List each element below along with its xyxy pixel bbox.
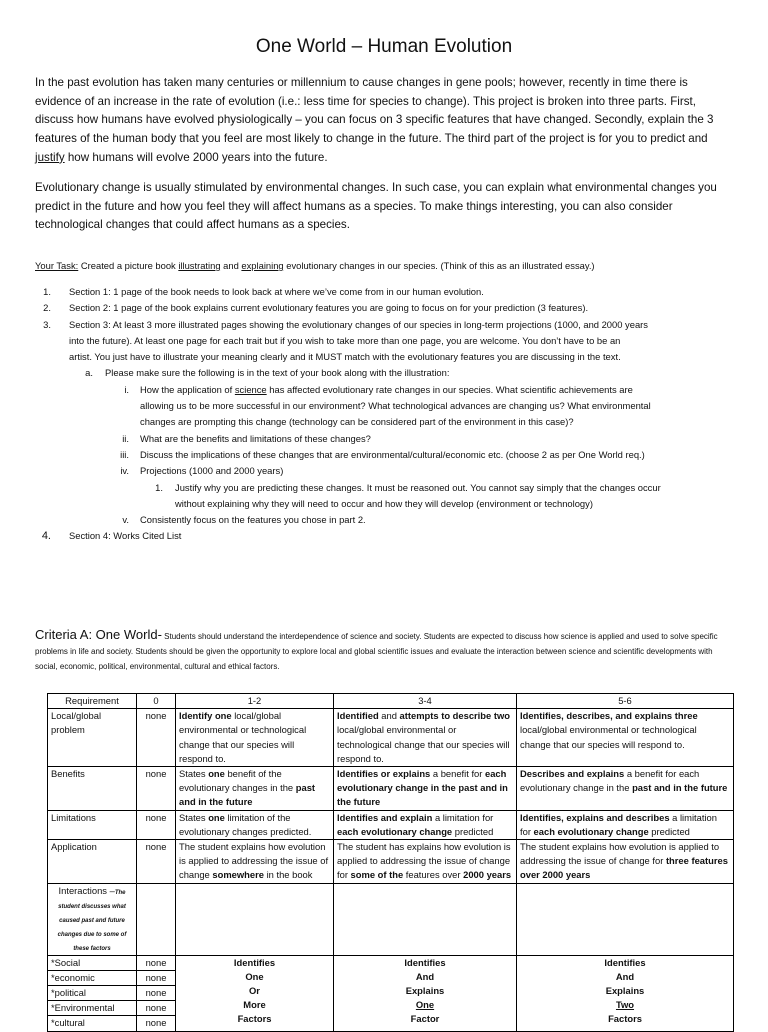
cell-text: a benefit for each evolutionary change in the [520, 768, 700, 794]
list-number: a. [85, 367, 93, 379]
list-item [35, 300, 735, 316]
factor-word: Identifies [233, 956, 276, 968]
empty-cell [137, 883, 176, 955]
cell-text: a benefit for [430, 768, 485, 780]
list-number: 1. [155, 481, 163, 493]
list-text: Section 1: 1 page of the book needs to look back at where we’ve come from in our human evolution. [69, 286, 484, 297]
score-cell [517, 709, 734, 767]
table-row [48, 709, 734, 767]
empty-cell [176, 883, 334, 955]
list-text [140, 382, 633, 398]
bold-text: attempts to describe two [399, 710, 510, 722]
list-number: 1. [43, 286, 51, 297]
list-number: i. [124, 383, 129, 395]
header-cell: 5-6 [517, 694, 734, 709]
cell-text: a limitation for [432, 811, 494, 823]
table-row [48, 767, 734, 811]
task-text: Created a picture book [78, 260, 179, 271]
requirement-cell: Application [48, 840, 137, 884]
factor-names-cell [48, 955, 137, 1031]
interactions-label-wrap [51, 884, 133, 955]
cell-text: local/global environmental or technological change that our species will respond to. [337, 724, 510, 764]
list-text: changes are prompting this change (technology can be considered part of the environment in this case)? [140, 416, 574, 428]
list-item [35, 382, 735, 398]
list-continuation [35, 333, 735, 349]
list-number: ii. [122, 432, 129, 444]
task-label: Your Task: [35, 260, 79, 271]
header-cell: 0 [137, 694, 176, 709]
cell-text: and [378, 710, 400, 722]
list-continuation [35, 414, 735, 430]
criteria-body: Students should understand the interdependence of science and society. Students are expected to discuss how science is applied and used to solve specific problems in life and society. Students should be given the opportunity to explore local and global scientific issues and evaluate the interaction between science and scientific developments with social, economic, political, environmental, cultural and ethical factors. [35, 632, 718, 671]
factor-score-3-4 [334, 955, 517, 1031]
factor-zero-cell [137, 955, 176, 1031]
list-number: 4. [41, 530, 51, 543]
bold-text: Identifies and explain [337, 811, 433, 823]
factor-word: Factors [608, 1013, 642, 1025]
factor-word: Factors [237, 1013, 272, 1025]
interactions-label: Interactions – [58, 884, 115, 896]
factor-zero: none [137, 986, 175, 1001]
factor-word: Two [615, 999, 635, 1011]
score-cell [176, 709, 334, 767]
factor-zero: none [145, 1017, 167, 1029]
factor-name: *Environmental [48, 1001, 136, 1016]
cell-text: The student has explains how evolution is applied to addressing the issue of change for [337, 841, 511, 881]
list-text: Section 4: Works Cited List [69, 530, 182, 542]
bold-text: one [208, 768, 225, 780]
score-cell: none [137, 840, 176, 884]
cell-text: The student explains how evolution is applied to addressing the issue of change [179, 841, 329, 881]
factor-word: Explains [405, 985, 445, 997]
list-text: What are the benefits and limitations of these changes? [140, 432, 371, 444]
header-cell: Requirement [48, 694, 137, 709]
bold-text: somewhere [212, 869, 264, 881]
list-text: allowing us to be more successful in our environment? What technological advances are changing us? What environmental [140, 400, 651, 412]
list-underlined-science: science [234, 383, 267, 395]
cell-text: in the book [263, 869, 313, 881]
intro-paragraph-1 [35, 74, 730, 168]
score-cell: none [137, 709, 176, 767]
list-text: artist. You just have to illustrate your meaning clearly and it MUST match with the evolutionary features you are discussing in the text. [69, 351, 621, 363]
score-cell [334, 709, 517, 767]
bold-text: Identifies or explains [337, 768, 431, 780]
score-cell [176, 840, 334, 884]
factor-name: *political [48, 986, 136, 1001]
cell-text: limitation of the evolutionary changes predicted. [179, 811, 312, 837]
cell-text: benefit of the evolutionary changes in the [179, 768, 296, 794]
list-text: Projections (1000 and 2000 years) [140, 465, 284, 477]
factor-zero: none [137, 956, 175, 971]
list-text: Discuss the implications of these changes that are environmental/cultural/economic etc. (choose 2 as per One World req.) [140, 448, 645, 460]
bold-text: Describes and explains [520, 768, 625, 780]
list-number: 3. [43, 318, 51, 330]
task-underlined-explaining: explaining [241, 260, 284, 271]
bold-text: past and in the [632, 782, 699, 794]
factor-zero: none [137, 971, 175, 986]
cell-text: features over [403, 869, 464, 881]
bold-text: Identifies, explains and describes [520, 811, 670, 823]
task-text: evolutionary changes in our species. (Think of this as an illustrated essay.) [283, 260, 595, 271]
factor-word: More [243, 999, 266, 1011]
cell-text: local/global environmental or technological change that our species will respond to. [179, 710, 307, 764]
score-cell: none [137, 810, 176, 839]
list-number: iv. [120, 465, 129, 477]
list-item [35, 512, 735, 528]
score-cell [334, 767, 517, 811]
bold-text: past and in the future [179, 782, 316, 808]
list-item [35, 317, 735, 333]
task-text: and [220, 260, 242, 271]
bold-text: Identifies, describes, and explains three [520, 710, 698, 722]
factor-word: Identifies [604, 956, 646, 968]
empty-cell [517, 883, 734, 955]
factor-word: And [615, 970, 635, 982]
factor-name: *Social [48, 956, 136, 971]
cell-text: States [179, 768, 209, 780]
factor-score-5-6 [517, 955, 734, 1031]
list-number: iii. [120, 448, 129, 460]
list-text: Justify why you are predicting these changes. It must be reasoned out. You cannot say simply that the changes occur [175, 481, 661, 493]
cell-text: The student explains how evolution is applied to addressing the issue of change for [520, 841, 720, 867]
intro-underlined-word: justify [35, 150, 65, 164]
bold-text: past and in the future [337, 782, 508, 808]
intro-text-end: how humans will evolve 2000 years into the future. [64, 150, 328, 164]
bold-text: three features over 2000 years [520, 855, 728, 881]
list-item [35, 365, 735, 381]
intro-text: In the past evolution has taken many centuries or millennium to cause changes in gene pools; however, recently in time there is evidence of an increase in the rate of evolution (i.e.: less time for species to change). This project is broken into three parts. First, discuss how humans have evolved physiologically – you can focus on 3 specific features that have changed. Secondly, explain the 3 features of the human body that you feel are most likely to change in the future. The third part of the project is for you to predict and [35, 76, 714, 146]
list-item [35, 284, 735, 300]
list-text: Consistently focus on the features you chose in part 2. [140, 514, 366, 526]
factor-name: *cultural [51, 1017, 85, 1029]
list-item [35, 480, 735, 496]
list-number: v. [122, 514, 129, 526]
factor-word: One [415, 999, 435, 1011]
task-line [35, 259, 735, 273]
interactions-row [48, 883, 734, 955]
header-cell: 1-2 [176, 694, 334, 709]
list-text: without explaining why they will need to occur and how they will develop (environment or technology) [175, 497, 593, 509]
score-cell [176, 810, 334, 839]
bold-text: Identified [337, 710, 379, 722]
list-item [35, 463, 735, 479]
factor-zero: none [137, 1001, 175, 1016]
list-item [35, 528, 735, 544]
task-underlined-illustrating: illustrating [178, 260, 221, 271]
factor-word: Explains [605, 985, 645, 997]
score-cell [176, 767, 334, 811]
bold-text: each evolutionary change [533, 825, 649, 837]
rubric-table [47, 693, 734, 1032]
interactions-cell [48, 883, 137, 955]
list-item [35, 447, 735, 463]
header-cell: 3-4 [334, 694, 517, 709]
list-continuation [35, 496, 735, 512]
factor-word: One [245, 970, 264, 982]
requirement-cell: Limitations [48, 810, 137, 839]
requirement-cell: Local/global problem [48, 709, 137, 767]
factor-score-1-2 [176, 955, 334, 1031]
cell-text: predicted [648, 825, 690, 837]
bold-text: each evolutionary change [337, 825, 453, 837]
bold-text: each evolutionary change in the [337, 768, 507, 794]
cell-text: a limitation for [520, 811, 717, 837]
list-text: Section 3: At least 3 more illustrated pages showing the evolutionary changes of our species in long-term projections (1000, and 2000 years [69, 318, 648, 330]
list-text: into the future). At least one page for each trait but if you wish to take more than one page, you are welcome. You don’t have to be an [69, 334, 621, 346]
list-continuation [35, 398, 735, 414]
list-text-part: How the application of [140, 383, 235, 395]
score-cell: none [137, 767, 176, 811]
list-number: 2. [43, 302, 51, 314]
intro-paragraph-2: Evolutionary change is usually stimulated by environmental changes. In such case, you can explain what environmental changes you predict in the future and how you feel they will affect humans as a species. To make things interesting, you can also consider technological changes that could affect humans as a species. [35, 181, 717, 232]
list-text-part: has affected evolutionary rate changes in our species. What scientific achievements are [266, 383, 633, 395]
factor-word: And [415, 970, 435, 982]
criteria-heading: Criteria A: One World- [35, 627, 162, 642]
cell-text: local/global environmental or technological change that our species will respond to. [520, 724, 697, 750]
criteria-description [35, 628, 735, 674]
factor-name: *economic [48, 971, 136, 986]
list-item [35, 431, 735, 447]
factor-word: Factor [410, 1013, 440, 1025]
score-cell [517, 810, 734, 839]
requirement-cell: Benefits [48, 767, 137, 811]
score-cell [517, 767, 734, 811]
score-cell [334, 810, 517, 839]
rubric-header-row [48, 694, 734, 709]
section-list [35, 284, 735, 545]
cell-text: States [179, 811, 209, 823]
score-cell [517, 840, 734, 884]
bold-text: 2000 years [463, 869, 512, 881]
list-continuation [35, 349, 735, 365]
bold-text: one [208, 811, 225, 823]
factor-word: Identifies [404, 956, 446, 968]
bold-text: Identify one [179, 710, 232, 722]
table-row [48, 840, 734, 884]
bold-text: some of the [350, 869, 404, 881]
empty-cell [334, 883, 517, 955]
list-text: Section 2: 1 page of the book explains current evolutionary features you are going to focus on for your prediction (3 features). [69, 302, 589, 314]
list-text: Please make sure the following is in the text of your book along with the illustration: [105, 367, 450, 379]
score-cell [334, 840, 517, 884]
factor-word: Or [249, 985, 260, 997]
table-row [48, 810, 734, 839]
interactions-note: The student discusses what caused past and future changes due to some of these factors [57, 889, 127, 953]
page-title: One World – Human Evolution [255, 36, 513, 57]
bold-text: future [698, 782, 728, 794]
cell-text: predicted [452, 825, 494, 837]
factors-row [48, 955, 734, 1031]
